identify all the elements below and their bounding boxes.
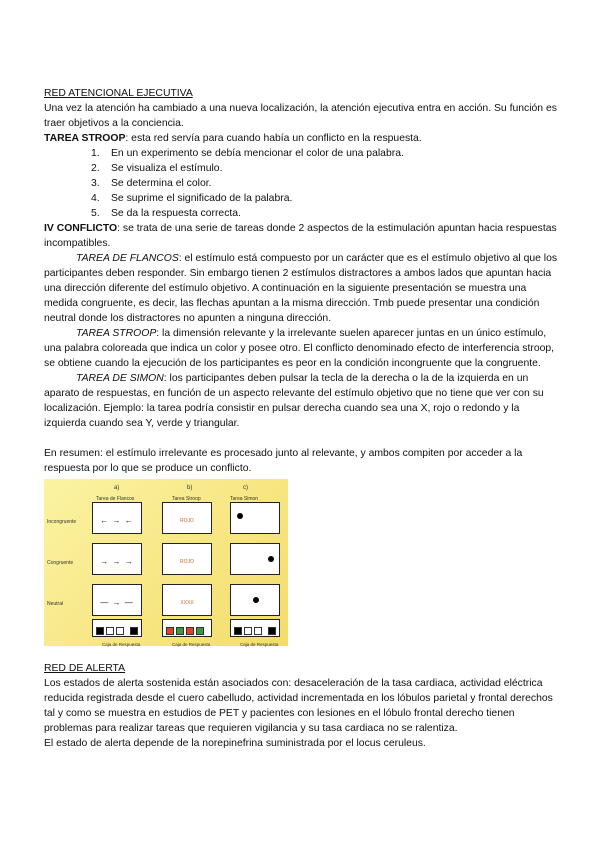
response-box [230, 619, 280, 637]
list-text: En un experimento se debía mencionar el color de una palabra. [111, 148, 404, 159]
list-number: 3. [91, 178, 100, 189]
dot-icon [253, 597, 259, 603]
key-icon [268, 627, 276, 635]
simon-box [230, 543, 280, 575]
dot-icon [268, 556, 274, 562]
summary-paragraph: En resumen: el estímulo irrelevante es procesado junto al relevante, y ambos compiten por acceder a la respuesta por lo que se produce un conflicto. [44, 448, 523, 474]
simon-box [230, 502, 280, 534]
flancos-paragraph [44, 251, 560, 326]
flanker-box [92, 584, 142, 616]
section-heading-ejecutiva: RED ATENCIONAL EJECUTIVA [44, 88, 193, 99]
stroop-text: : esta red servía para cuando había un conflicto en la respuesta. [125, 133, 422, 144]
steps-list [44, 146, 560, 221]
simon-text: : los participantes deben pulsar la tecla de la derecha o la de la izquierda en un aparato de respuestas, en función de un aspecto relevante del estímulo objetivo que no tiene que ver con su localización. Ejemplo: la tarea podría consistir en pulsar derecha cuando sea una X, rojo o redondo y la izquierda cuando sea Y, verde y triangular. [44, 373, 544, 429]
conflict-text: : se trata de una serie de tareas donde 2 aspectos de la estimulación apuntan hacia respuestas incompatibles. [44, 223, 557, 249]
list-item [44, 161, 560, 176]
list-item [44, 176, 560, 191]
simon-paragraph [44, 371, 560, 431]
list-number: 4. [91, 193, 100, 204]
column-title: Tarea Stroop [172, 496, 201, 502]
key-icon [116, 627, 124, 635]
response-caption: Caja de Respuesta [172, 642, 211, 647]
flanker-arrows: ← → ← [100, 516, 134, 525]
stroop2-text: : la dimensión relevante y la irrelevante suelen aparecer juntas en un único estímulo, una palabra coloreada que indica un color y posee otro. El conflicto denominado efecto de interferencia stroop, se obtiene cuando la ejecución de los participantes es peor en la condición incongruente que la congruente. [44, 328, 555, 369]
list-number: 1. [91, 148, 100, 159]
list-item [44, 146, 560, 161]
key-icon [106, 627, 114, 635]
stroop2-label: TAREA STROOP [76, 328, 157, 339]
list-text: Se suprime el significado de la palabra. [111, 193, 293, 204]
row-label: Congruente [47, 560, 74, 566]
response-caption: Caja de Respuesta [102, 642, 141, 647]
stroop-box [162, 502, 212, 534]
flanker-box [92, 502, 142, 534]
flancos-label: TAREA DE FLANCOS [76, 253, 179, 264]
stroop-paragraph [44, 131, 560, 146]
conflict-tasks-figure [44, 479, 288, 646]
flanker-arrows: → → → [100, 557, 134, 566]
column-letter: a) [114, 485, 120, 491]
stroop-box [162, 584, 212, 616]
response-box [162, 619, 212, 637]
key-icon [166, 627, 174, 635]
list-text: Se determina el color. [111, 178, 212, 189]
section-heading-alerta: RED DE ALERTA [44, 663, 126, 674]
column-letter: b) [187, 485, 193, 491]
document-page [44, 86, 560, 751]
list-item [44, 191, 560, 206]
stroop2-paragraph [44, 326, 560, 371]
list-text: Se da la respuesta correcta. [111, 208, 241, 219]
response-box [92, 619, 142, 637]
stroop-word: ROJO [180, 559, 194, 565]
alerta-paragraph: Los estados de alerta sostenida están asociados con: desaceleración de la tasa cardiaca, actividad eléctrica reducida registrada desde el cuero cabelludo, actividad incrementada en los lóbulos parietal y frontal derechos tal y como se muestra en estudios de PET y pacientes con lesiones en el lóbulo frontal derecho tienen problemas para realizar tareas que requieren vigilancia y su tasa cardiaca no se ralentiza. [44, 678, 553, 734]
stroop-word: ROJO [180, 518, 194, 524]
list-number: 5. [91, 208, 100, 219]
stroop-label: TAREA STROOP [44, 133, 126, 144]
alerta-paragraph-2: El estado de alerta depende de la norepinefrina suministrada por el locus ceruleus. [44, 738, 426, 749]
column-title: Tarea de Flancos [96, 496, 135, 502]
row-label: Incongruente [47, 519, 77, 525]
key-icon [254, 627, 262, 635]
key-icon [234, 627, 242, 635]
list-item [44, 206, 560, 221]
list-text: Se visualiza el estímulo. [111, 163, 223, 174]
key-icon [186, 627, 194, 635]
stroop-box [162, 543, 212, 575]
column-letter: c) [243, 485, 248, 491]
flanker-box [92, 543, 142, 575]
key-icon [130, 627, 138, 635]
column-title: Tarea Simon [230, 496, 259, 502]
intro-paragraph: Una vez la atención ha cambiado a una nueva localización, la atención ejecutiva entra en acción. Su función es traer objetivos a la conciencia. [44, 103, 557, 129]
conflict-paragraph [44, 221, 560, 251]
simon-box [230, 584, 280, 616]
stroop-word: XXXX [180, 600, 194, 606]
flancos-text: : el estímulo está compuesto por un carácter que es el estímulo objetivo al que los participantes deben responder. Sin embargo tienen 2 estímulos distractores a ambos lados que apuntan hacia una dirección diferente del estímulo objetivo. A continuación en la siguiente presentación se muestra una medida congruente, es decir, las flechas apuntan a la misma dirección. Tmb puede presentar una condición neutral donde los distractores no apunten a ninguna dirección. [44, 253, 558, 324]
flanker-arrows: — → — [100, 598, 134, 607]
key-icon [176, 627, 184, 635]
key-icon [244, 627, 252, 635]
row-label: Neutral [47, 601, 64, 607]
dot-icon [237, 513, 243, 519]
key-icon [196, 627, 204, 635]
response-caption: Caja de Respuesta [240, 642, 279, 647]
conflict-label: IV CONFLICTO [44, 223, 118, 234]
simon-label: TAREA DE SIMON [76, 373, 164, 384]
key-icon [96, 627, 104, 635]
list-number: 2. [91, 163, 100, 174]
